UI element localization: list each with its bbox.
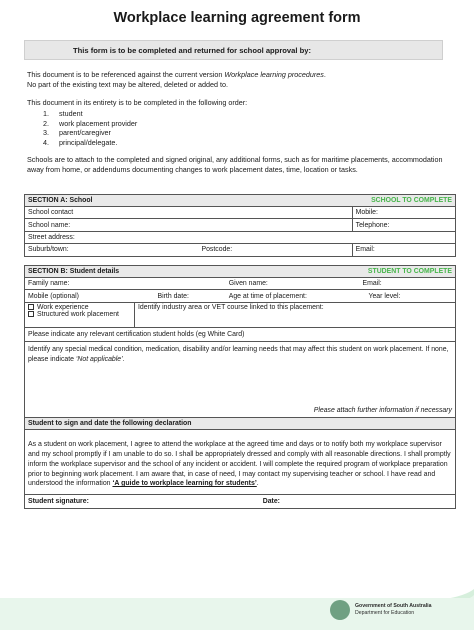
list-text: parent/caregiver	[59, 128, 111, 138]
structured-placement-checkbox[interactable]	[28, 311, 34, 317]
structured-placement-label: Structured work placement	[37, 310, 119, 318]
order-intro: This document in its entirety is to be completed in the following order:	[27, 98, 248, 107]
school-to-complete: SCHOOL TO COMPLETE	[352, 195, 455, 207]
given-name-field[interactable]	[226, 278, 360, 290]
age-label: Age at time of placement:	[228, 292, 307, 300]
declaration-title: Student to sign and date the following declaration	[25, 417, 456, 429]
mobile-field[interactable]	[352, 207, 455, 219]
list-number: 3.	[43, 128, 49, 138]
date-label: Date:	[262, 498, 280, 506]
date-field[interactable]	[226, 495, 456, 509]
family-name-label: Family name:	[28, 280, 70, 288]
school-email-label: Email:	[355, 246, 375, 254]
footer-text	[355, 603, 431, 616]
list-item	[27, 119, 137, 129]
family-name-field[interactable]	[25, 278, 226, 290]
mobile-label: Mobile:	[355, 209, 378, 217]
student-signature-field[interactable]	[25, 495, 226, 509]
student-to-complete: STUDENT TO COMPLETE	[226, 266, 456, 278]
attach-info-note: Please attach further information if necessary	[313, 406, 452, 414]
student-mobile-field[interactable]	[25, 290, 135, 302]
schools-note: Schools are to attach to the completed and signed original, any additional forms, such as for maritime placements, accommodation away from home, or addendums documenting changes to work placement dates, time, location or tasks.	[27, 155, 443, 174]
certification-label: Please indicate any relevant certification student holds (eg White Card)	[28, 330, 245, 338]
school-name-label: School name:	[28, 221, 71, 229]
section-a-title: SECTION A: School	[25, 195, 353, 207]
school-contact-label: School contact	[28, 209, 74, 217]
student-email-label: Email:	[362, 280, 382, 288]
school-name-field[interactable]	[25, 219, 353, 231]
work-experience-label: Work experience	[37, 303, 89, 311]
section-b-title: SECTION B: Student details	[25, 266, 226, 278]
street-address-label: Street address:	[28, 233, 75, 241]
school-contact-field[interactable]	[25, 207, 353, 219]
street-address-field[interactable]	[25, 231, 456, 243]
industry-area-field[interactable]	[135, 302, 456, 327]
given-name-label: Given name:	[228, 280, 268, 288]
certification-field[interactable]	[25, 327, 456, 341]
school-email-field[interactable]	[352, 244, 455, 256]
work-experience-checkbox[interactable]	[28, 304, 34, 310]
not-applicable-hint: ‘Not applicable’	[75, 355, 123, 363]
intro-line1-prefix: This document is to be referenced against the current version	[27, 70, 225, 79]
year-level-field[interactable]	[360, 290, 456, 302]
signature-label: Student signature:	[28, 498, 89, 506]
government-name: Government of South Australia	[355, 603, 432, 609]
list-item	[27, 138, 137, 148]
list-text: student	[59, 109, 83, 118]
declaration-suffix: .	[256, 480, 259, 488]
birth-date-label: Birth date:	[157, 292, 189, 300]
student-mobile-label: Mobile (optional)	[28, 292, 79, 300]
intro-line2: No part of the existing text may be altered, deleted or added to.	[27, 80, 228, 89]
list-number: 1.	[43, 109, 49, 118]
suburb-field[interactable]	[25, 244, 199, 256]
telephone-label: Telephone:	[355, 221, 390, 229]
medical-needs-field[interactable]	[25, 341, 456, 417]
guide-link[interactable]: ‘A guide to workplace learning for students’	[112, 480, 257, 488]
postcode-field[interactable]	[199, 244, 353, 256]
declaration-body: As a student on work placement, I agree to attend the workplace at the agreed time and days or to notify both my workplace supervisor and my school promptly if I am unable to do so. I shall be appropriately dressed and comply with all reasonable directions. I shall promptly inform the workplace supervisor and the school of any incident or accident. I will complete the required program of workplace preparation prior to beginning work placement. I am aware that, in case of need, I may contact my supervising teacher or school. I have read and understood the information	[28, 440, 451, 488]
structured-placement-option[interactable]	[28, 311, 131, 318]
section-b-table	[24, 265, 456, 509]
form-title: Workplace learning agreement form	[113, 10, 361, 26]
work-experience-option[interactable]	[28, 304, 131, 311]
medical-suffix: .	[122, 355, 125, 363]
list-item	[27, 128, 137, 138]
declaration-text	[25, 429, 456, 495]
list-text: principal/delegate.	[59, 137, 118, 147]
department-name: Department for Education	[355, 609, 415, 616]
suburb-label: Suburb/town:	[28, 246, 69, 254]
list-text: work placement provider	[59, 118, 138, 128]
placement-type-cell	[25, 302, 135, 327]
government-crest-icon	[330, 600, 350, 620]
order-list	[27, 109, 137, 147]
industry-area-label: Identify industry area or VET course linked to this placement:	[138, 303, 324, 311]
procedures-reference: Workplace learning procedures	[224, 70, 324, 79]
intro-line1-suffix: .	[323, 70, 326, 79]
birth-date-field[interactable]	[135, 290, 226, 302]
medical-needs-prompt: Identify any special medical condition, medication, disability and/or learning needs that may affect this student on work placement. If none, please indicate	[28, 345, 449, 363]
telephone-field[interactable]	[352, 219, 455, 231]
intro-paragraph	[27, 70, 447, 90]
list-number: 2.	[43, 118, 49, 128]
year-level-label: Year level:	[368, 292, 401, 300]
age-field[interactable]	[226, 290, 360, 302]
section-a-table	[24, 194, 456, 257]
list-number: 4.	[43, 137, 49, 147]
list-item	[27, 109, 137, 119]
approval-banner: This form is to be completed and returned for school approval by:	[24, 40, 443, 60]
student-email-field[interactable]	[360, 278, 456, 290]
postcode-label: Postcode:	[201, 246, 233, 254]
